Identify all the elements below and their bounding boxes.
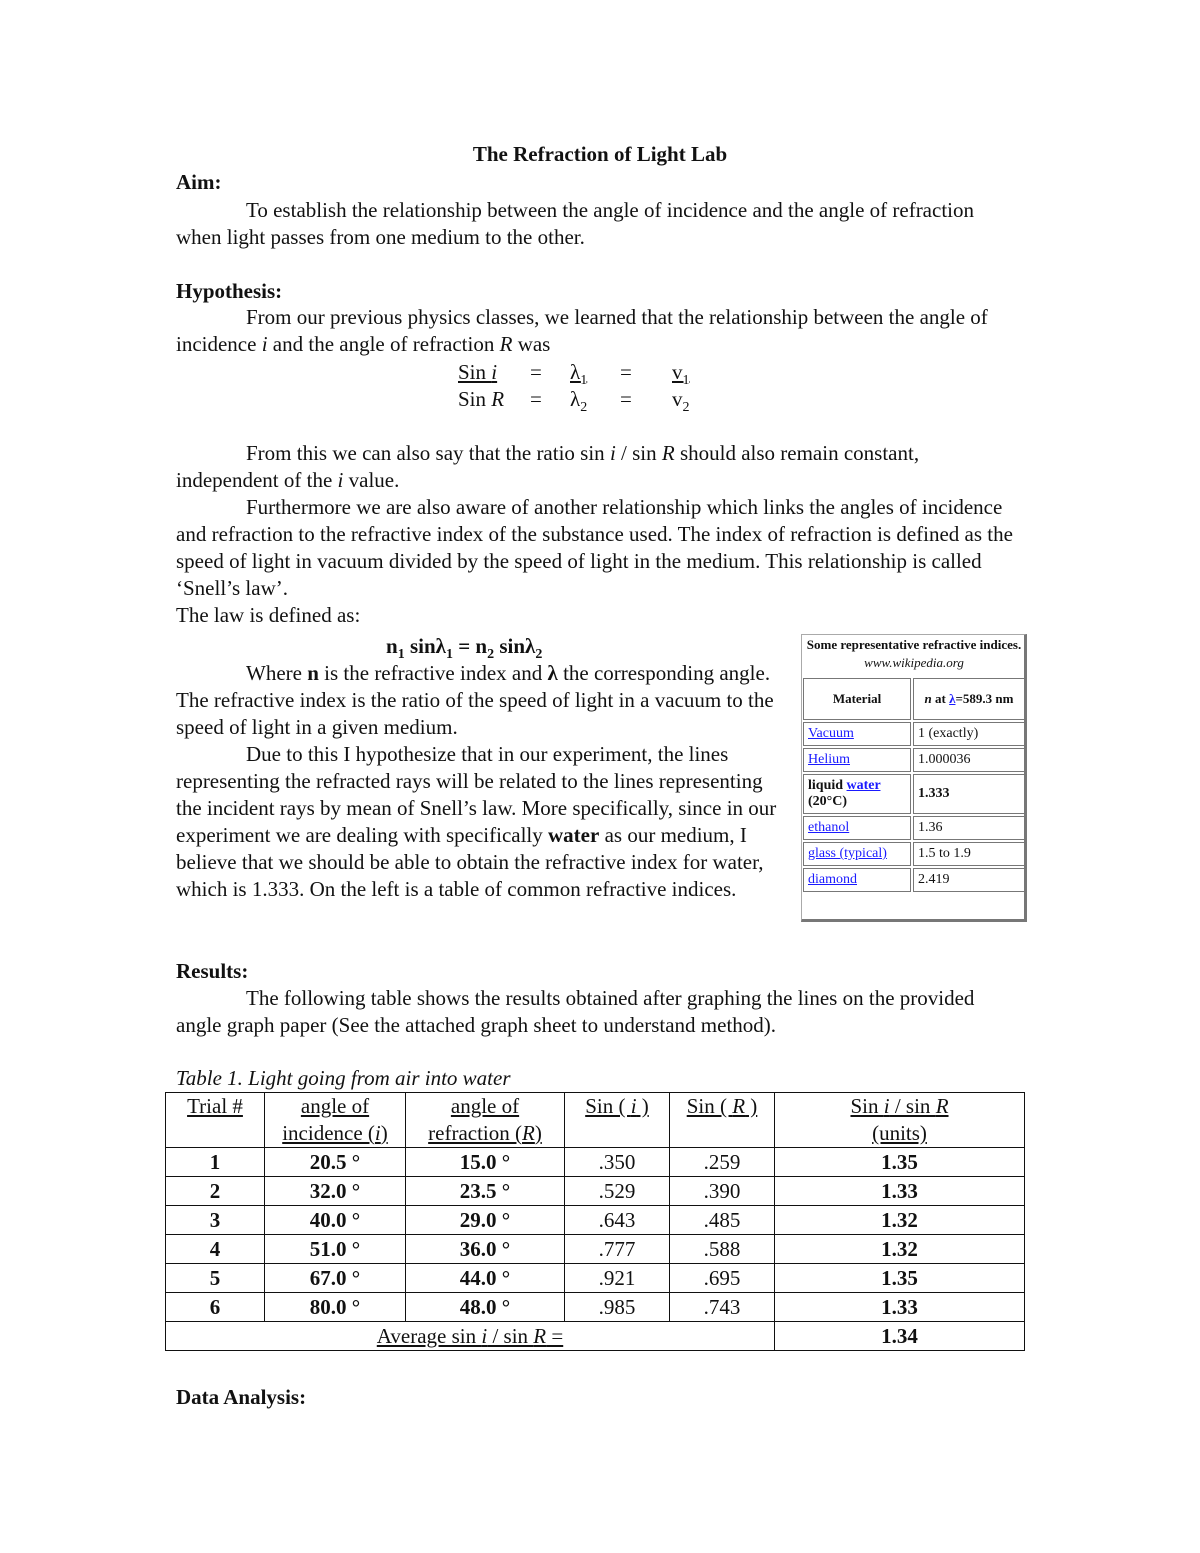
formula-equals-4: =: [620, 387, 632, 411]
cell-trial: 5: [166, 1264, 265, 1293]
formula-v1: $v_1$: [672, 360, 690, 389]
ri-row-value: 1.36: [913, 816, 1025, 840]
header-sin-i: Sin ( i ): [565, 1093, 670, 1148]
ri-row-material[interactable]: [803, 748, 911, 772]
ri-row-value: 1.5 to 1.9: [913, 842, 1025, 866]
hypothesis-paragraph-3: Furthermore we are also aware of another relationship which links the angles of incidence and refraction to the refractive index of the substance used. The index of refraction is defined as the speed of light in vacuum divided by the speed of light in the medium. This relationship is called ‘Snell’s law’.: [176, 495, 1013, 600]
cell-ratio: 1.33: [775, 1293, 1025, 1322]
ri-table-caption: Some representative refractive indices. www.wikipedia.org: [806, 637, 1022, 670]
formula-numerator: Sin i: [458, 360, 498, 384]
hyp-p1-text-b: and the angle of refraction: [267, 332, 500, 356]
cell-refraction: 15.0 °: [406, 1148, 565, 1177]
cell-ratio: 1.35: [775, 1264, 1025, 1293]
cell-ratio: 1.33: [775, 1177, 1025, 1206]
cell-incidence: 67.0 °: [265, 1264, 406, 1293]
hypothesis-paragraph-6: Due to this I hypothesize that in our experiment, the lines representing the refracted rays will be related to the lines representing the incident rays by mean of Snell’s law. More specifically, since in our experiment we are dealing with specifically water as our medium, I believe that we should be able to obtain the refractive index for water, which is 1.333. On the left is a table of common refractive indices.: [176, 742, 777, 901]
cell-trial: 4: [166, 1235, 265, 1264]
table-row: [166, 1264, 1025, 1293]
table-row: [166, 1206, 1025, 1235]
results-table: [165, 1092, 1025, 1351]
ri-link-water[interactable]: water: [846, 778, 881, 793]
average-row: [166, 1322, 1025, 1351]
ri-row-material[interactable]: [803, 722, 911, 746]
hyp-p1-text-a: From our previous physics classes, we learned that the relationship between the angle of incidence: [176, 305, 988, 356]
hyp-p1-text-c: was: [512, 332, 551, 356]
cell-incidence: 20.5 °: [265, 1148, 406, 1177]
cell-refraction: 36.0 °: [406, 1235, 565, 1264]
results-header-row: [166, 1093, 1025, 1148]
ri-row-material[interactable]: liquid water (20°C): [803, 774, 911, 814]
hypothesis-paragraph-4: The law is defined as:: [176, 603, 361, 627]
results-heading: Results:: [176, 959, 249, 983]
cell-incidence: 32.0 °: [265, 1177, 406, 1206]
cell-trial: 2: [166, 1177, 265, 1206]
ri-link-diamond[interactable]: diamond: [808, 872, 857, 887]
hyp-p1-var-R: R: [499, 332, 513, 356]
aim-heading: Aim:: [176, 170, 222, 194]
ri-row-value: 1.333: [913, 774, 1025, 814]
results-table-caption: Table 1. Light going from air into water: [176, 1066, 511, 1090]
average-label: Average sin i / sin R =: [166, 1322, 775, 1351]
formula-lambda-2: $\lambda_2$: [570, 387, 588, 416]
cell-sin-R: .259: [670, 1148, 775, 1177]
formula-equals-3: =: [620, 360, 632, 384]
ri-row-material[interactable]: [803, 842, 911, 866]
cell-sin-R: .695: [670, 1264, 775, 1293]
ri-link-helium[interactable]: Helium: [808, 752, 850, 767]
cell-sin-i: .643: [565, 1206, 670, 1235]
ri-row-value: 2.419: [913, 868, 1025, 892]
formula-equals-2: =: [530, 387, 542, 411]
cell-sin-i: .985: [565, 1293, 670, 1322]
hypothesis-heading: Hypothesis:: [176, 279, 283, 303]
cell-refraction: 23.5 °: [406, 1177, 565, 1206]
cell-ratio: 1.35: [775, 1148, 1025, 1177]
header-incidence: angle of incidence (i): [265, 1093, 406, 1148]
document-title: The Refraction of Light Lab: [472, 142, 728, 166]
cell-ratio: 1.32: [775, 1206, 1025, 1235]
cell-incidence: 80.0 °: [265, 1293, 406, 1322]
cell-incidence: 40.0 °: [265, 1206, 406, 1235]
ri-row-value: 1.000036: [913, 748, 1025, 772]
ri-row-material[interactable]: [803, 816, 911, 840]
ri-header-material: Material: [803, 678, 911, 720]
cell-sin-i: .529: [565, 1177, 670, 1206]
hyp-p1-var-i: i: [261, 332, 268, 356]
cell-sin-i: .921: [565, 1264, 670, 1293]
ri-row-material[interactable]: [803, 868, 911, 892]
ri-link-ethanol[interactable]: ethanol: [808, 820, 850, 835]
data-analysis-heading: Data Analysis:: [176, 1385, 307, 1409]
header-trial: Trial #: [166, 1093, 265, 1148]
cell-sin-i: .350: [565, 1148, 670, 1177]
cell-refraction: 48.0 °: [406, 1293, 565, 1322]
average-value: 1.34: [775, 1322, 1025, 1351]
hypothesis-paragraph-5: Where n is the refractive index and λ the corresponding angle. The refractive index is the ratio of the speed of light in a vacuum to the speed of light in a given medium.: [176, 661, 774, 739]
refractive-index-table: [801, 634, 1027, 894]
snell-law-formula: $n_1$ $\sin\lambda_1 = n_2$ sinλ$_2$: [386, 634, 543, 663]
table-row: [166, 1235, 1025, 1264]
aim-body: To establish the relationship between the angle of incidence and the angle of refraction when light passes from one medium to the other.: [176, 198, 974, 249]
cell-incidence: 51.0 °: [265, 1235, 406, 1264]
hypothesis-paragraph-2: From this we can also say that the ratio sin i / sin R should also remain constant, independent of the i value.: [176, 441, 920, 492]
table-row: [166, 1293, 1025, 1322]
results-text: The following table shows the results obtained after graphing the lines on the provided angle graph paper (See the attached graph sheet to understand method).: [176, 986, 975, 1037]
cell-trial: 3: [166, 1206, 265, 1235]
cell-sin-R: .743: [670, 1293, 775, 1322]
cell-sin-R: .390: [670, 1177, 775, 1206]
formula-equals-1: =: [530, 360, 542, 384]
ri-link-vacuum[interactable]: Vacuum: [808, 726, 854, 741]
formula-lambda-1: $\lambda_1$: [570, 360, 588, 389]
header-ratio: Sin i / sin R (units): [775, 1093, 1025, 1148]
cell-sin-R: .485: [670, 1206, 775, 1235]
header-sin-R: Sin ( R ): [670, 1093, 775, 1148]
cell-trial: 1: [166, 1148, 265, 1177]
header-refraction: angle of refraction (R): [406, 1093, 565, 1148]
ri-link-glass[interactable]: glass (typical): [808, 846, 887, 861]
aim-text: [176, 197, 1016, 251]
ri-header-index: n at λ=589.3 nm: [913, 678, 1025, 720]
table-row: [166, 1148, 1025, 1177]
hypothesis-paragraph-1: [176, 304, 1016, 358]
cell-sin-i: .777: [565, 1235, 670, 1264]
cell-refraction: 44.0 °: [406, 1264, 565, 1293]
formula-v2: $v_2$: [672, 387, 690, 416]
ri-row-value: 1 (exactly): [913, 722, 1025, 746]
cell-ratio: 1.32: [775, 1235, 1025, 1264]
formula-denominator: Sin R: [458, 387, 505, 411]
cell-refraction: 29.0 °: [406, 1206, 565, 1235]
cell-sin-R: .588: [670, 1235, 775, 1264]
table-row: [166, 1177, 1025, 1206]
cell-trial: 6: [166, 1293, 265, 1322]
